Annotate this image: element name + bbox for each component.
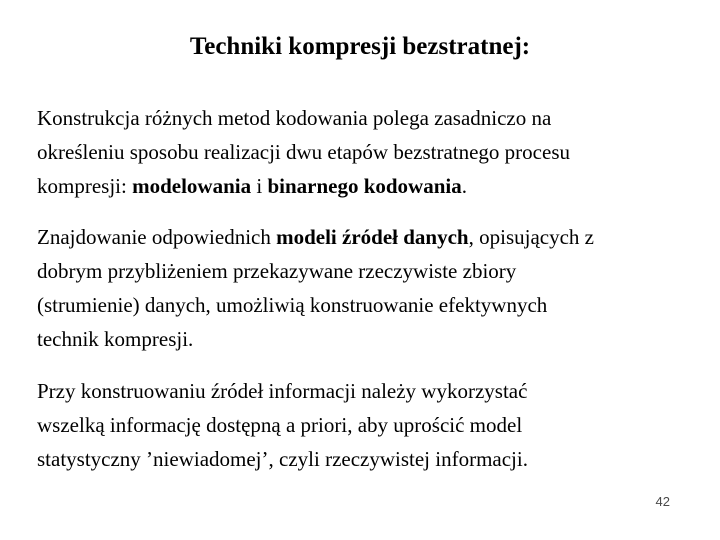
slide-title: Techniki kompresji bezstratnej:: [189, 33, 531, 60]
paragraph-line: (strumienie) danych, umożliwią konstruowanie efektywnych: [37, 293, 548, 317]
paragraph-source-models: [37, 220, 687, 356]
paragraph-line: technik kompresji.: [37, 327, 194, 351]
text-run: kompresji:: [37, 174, 133, 198]
paragraph-line: [37, 220, 687, 254]
paragraph-line: Konstrukcja różnych metod kodowania polega zasadniczo na: [37, 106, 552, 130]
paragraph-line: Przy konstruowaniu źródeł informacji należy wykorzystać: [37, 379, 528, 403]
bold-term-source-models: modeli źródeł danych: [276, 225, 469, 249]
paragraph-line: dobrym przybliżeniem przekazywane rzeczywiste zbiory: [37, 259, 517, 283]
text-run: , opisujących z: [468, 225, 594, 249]
text-run: Znajdowanie odpowiednich: [37, 225, 277, 249]
paragraph-line: [37, 169, 687, 203]
bold-term-binary-coding: binarnego kodowania: [267, 174, 462, 198]
bold-term-modeling: modelowania: [132, 174, 252, 198]
paragraph-line: statystyczny ’niewiadomej’, czyli rzeczywistej informacji.: [37, 447, 528, 471]
page-number: 42: [655, 494, 670, 509]
text-run: .: [461, 174, 467, 198]
paragraph-line: określeniu sposobu realizacji dwu etapów bezstratnego procesu: [37, 140, 570, 164]
paragraph-modeling-coding: [37, 101, 687, 203]
text-run: i: [251, 174, 268, 198]
paragraph-line: wszelką informację dostępną a priori, aby uprościć model: [37, 413, 523, 437]
paragraph-a-priori: [37, 374, 687, 476]
